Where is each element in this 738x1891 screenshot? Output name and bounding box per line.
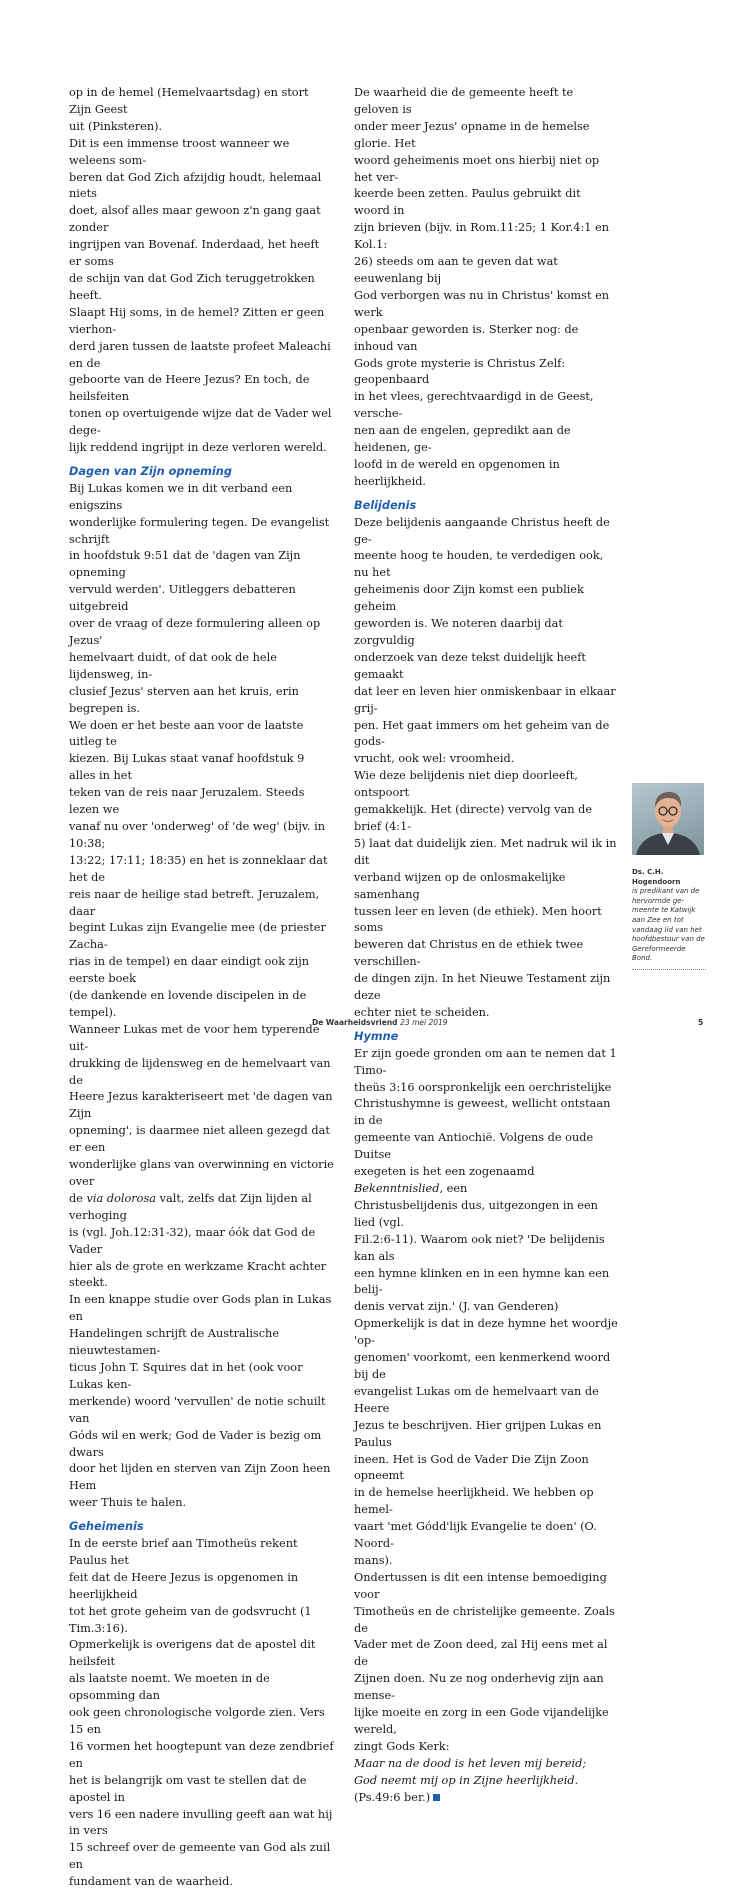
author-caption <box>632 868 706 970</box>
italic-term-via-dolorosa: via dolorosa <box>86 1191 157 1205</box>
section-heading-dagen-van-zijn-opneming: Dagen van Zijn opneming <box>69 464 232 478</box>
publication-date: 23 mei 2019 <box>400 1018 448 1027</box>
author-photo <box>632 783 704 855</box>
author-name: Ds. C.H. Hogendoorn <box>632 868 681 886</box>
portrait-icon <box>632 783 704 855</box>
body-text: Er zijn goede gronden om aan te nemen dat 1 Timo- theüs 3:16 oorspronkelijk een oerchristelijke Christushymne is geweest, wellicht ontstaan in de gemeente van Antiochië. Volgens de oude Duitse exegeten is het een zogenaamd <box>354 1046 617 1179</box>
section-heading-geheimenis: Geheimenis <box>69 1520 144 1534</box>
left-column <box>69 85 334 1891</box>
psalm-reference <box>354 1790 619 1807</box>
publication-name: De Waarheidsvriend <box>312 1018 398 1027</box>
section-heading-hymne: Hymne <box>354 1029 399 1043</box>
reference-text: (Ps.49:6 ber.) <box>354 1790 431 1804</box>
section-belijdenis-body: Deze belijdenis aangaande Christus heeft de ge- meente hoog te houden, te verdedigen ook, nu het geheimenis door Zijn komst een publiek geheim geworden is. We noteren daarbij dat zorgvuldig onderzoek van deze tekst duidelijk heeft gemaakt dat leer en leven hier onmiskenbaar in elkaar grij- pen. Het gaat immers om het geheim van de gods- vrucht, ook wel: vroomheid. Wie deze belijdenis niet diep doorleeft, ontspoort gemakkelijk. Het (directe) vervolg van de brief (4:1- 5) laat dat duidelijk zien. Met nadruk wil ik in dit verband wijzen op de onlosmakelijke samenhang tussen leer en leven (de ethiek). Men hoort soms beweren dat Christus en de ethiek twee verschillen- de dingen zijn. In het Nieuwe Testament zijn deze echter niet te scheiden. <box>354 515 617 1019</box>
quote-text: Maar na de dood is het leven mij bereid; God neemt mij op in Zijne heerlijkheid. <box>354 1756 587 1787</box>
body-text: , een Christusbelijdenis dus, uitgezongen in een lied (vgl. Fil.2:6-11). Waarom ook niet? 'De belijdenis kan als een hymne klinken en in een hymne kan een belij- denis vervat zijn.' (J. van Genderen) Opmerkelijk is dat in deze hymne het woordje 'op- genomen' voorkomt, een kenmerkend woord bij de evangelist Lukas om de hemelvaart van de Heere Jezus te beschrijven. Hier grijpen Lukas en Paulus ineen. Het is God de Vader Die Zijn Zoon opneemt in de hemelse heerlijkheid. We hebben op hemel- vaart 'met Gódd'lijk Evangelie te doen' (O. Noord- mans). Ondertussen is dit een intense bemoediging voor Timotheüs en de christelijke gemeente. Zoals de Vader met de Zoon deed, zal Hij eens met al de Zijnen doen. Nu ze nog onderhevig zijn aan mense- lijke moeite en zorg in een Gode vijandelijke wereld, zingt Gods Kerk: <box>354 1182 618 1753</box>
left-intro-paragraph: op in de hemel (Hemelvaartsdag) en stort Zijn Geest uit (Pinksteren). Dit is een immense troost wanneer we weleens som- beren dat God Zich afzijdig houdt, helemaal niets doet, alsof alles maar gewoon z'n gang gaat zonder ingrijpen van Bovenaf. Inderdaad, het heeft er soms de schijn van dat God Zich teruggetrokken heeft. Slaapt Hij soms, in de hemel? Zitten er geen vierhon- derd jaren tussen de laatste profeet Maleachi en de geboorte van de Heere Jezus? En toch, de heilsfeiten tonen op overtuigende wijze dat de Vader wel dege- lijk reddend ingrijpt in deze verloren wereld. <box>69 86 332 455</box>
end-mark-icon <box>433 1794 440 1801</box>
section-geheimenis-body: In de eerste brief aan Timotheüs rekent Paulus het feit dat de Heere Jezus is opgenomen in heerlijkheid tot het grote geheim van de godsvrucht (1 Tim.3:16). Opmerkelijk is overigens dat de apostel dit heilsfeit als laatste noemt. We moeten in de opsomming dan ook geen chronologische volgorde zien. Vers 15 en 16 vormen het hoogtepunt van deze zendbrief en het is belangrijk om vast te stellen dat de apostel in vers 16 een nadere invulling geeft aan wat hij in vers 15 schreef over de gemeente van God als zuil en fundament van de waarheid. <box>69 1537 334 1889</box>
psalm-quote <box>354 1756 619 1790</box>
italic-term-bekenntnislied: Bekenntnislied <box>354 1182 440 1195</box>
body-text: Bij Lukas komen we in dit verband een enigszins wonderlijke formulering tegen. De evangelist schrijft in hoofdstuk 9:51 dat de 'dagen van Zijn opneming vervuld werden'. Uitleggers debatteren uitgebreid over de vraag of deze formulering alleen op Jezus' hemelvaart duidt, of dat ook de hele lijdensweg, in- clusief Jezus' sterven aan het kruis, erin begrepen is. We doen er het beste aan voor de laatste uitleg te kiezen. Bij Lukas staat vanaf hoofdstuk 9 alles in het teken van de reis naar Jeruzalem. Steeds lezen we vanaf nu over 'onderweg' of 'de weg' (bijv. in 10:38; 13:22; 17:11; 18:35) en het is zonneklaar dat het de reis naar de heilige stad betreft. Jeruzalem, daar begint Lukas zijn Evangelie mee (de priester Zacha- rias in de tempel) en daar eindigt ook zijn eerste boek (de dankende en lovende discipelen in de tempel). Wanneer Lukas met de voor hem typerende uit- drukking de lijdensweg en de hemelvaart van de Heere Jezus karakteriseert met 'de dagen van Zijn opneming', is daarmee niet alleen gezegd dat er een wonderlijke glans van overwinning en victorie over de <box>69 481 334 1205</box>
page-number: 5 <box>698 1018 704 1027</box>
right-column <box>354 85 619 1807</box>
author-bio: is predikant van de hervormde ge- meente te Katwijk aan Zee en tot vandaag lid van het hoofdbestuur van de Gereformeerde Bond. <box>632 887 705 963</box>
right-intro-paragraph: De waarheid die de gemeente heeft te geloven is onder meer Jezus' opname in de hemelse glorie. Het woord geheimenis moet ons hierbij niet op het ver- keerde been zetten. Paulus gebruikt dit woord in zijn brieven (bijv. in Rom.11:25; 1 Kor.4:1 en Kol.1: 26) steeds om aan te geven dat wat eeuwenlang bij God verborgen was nu in Christus' komst en werk openbaar geworden is. Sterker nog: de inhoud van Gods grote mysterie is Christus Zelf: geopenbaard in het vlees, gerechtvaardigd in de Geest, versche- nen aan de engelen, gepredikt aan de heidenen, ge- loofd in de wereld en opgenomen in heerlijkheid. <box>354 86 610 488</box>
publication-info <box>312 1018 448 1027</box>
section-dagen-van-zijn-opneming-body <box>69 481 334 1512</box>
body-text: valt, zelfs dat Zijn lijden al verhoging is (vgl. Joh.12:31-32), maar óók dat God de Vader hier als de grote en werkzame Kracht achter steekt. In een knappe studie over Gods plan in Lukas en Handelingen schrijft de Australische nieuwtestamen- ticus John T. Squires dat in het (ook voor Lukas ken- merkende) woord 'vervullen' de notie schuilt van Góds wil en werk; God de Vader is bezig om dwars door het lijden en sterven van Zijn Zoon heen Hem weer Thuis te halen. <box>69 1191 332 1510</box>
section-heading-belijdenis: Belijdenis <box>354 498 417 512</box>
section-hymne-body <box>354 1046 619 1756</box>
